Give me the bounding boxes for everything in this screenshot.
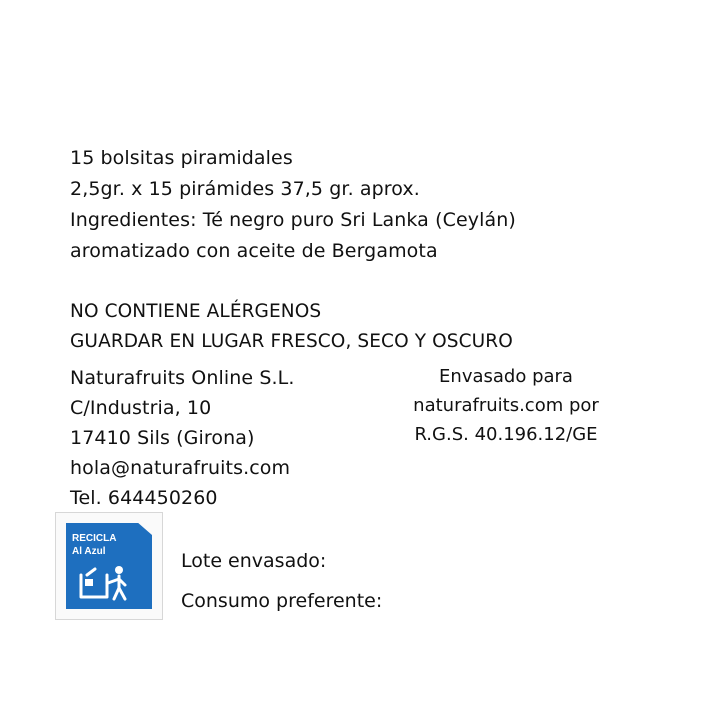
product-weight: 2,5gr. x 15 pirámides 37,5 gr. aprox.: [70, 178, 420, 200]
product-ingredients-continued: aromatizado con aceite de Bergamota: [70, 240, 438, 262]
recycle-blue-logo: [55, 512, 163, 620]
company-email: hola@naturafruits.com: [70, 457, 291, 479]
allergen-warning: NO CONTIENE ALÉRGENOS: [70, 301, 322, 322]
company-phone: Tel. 644450260: [70, 487, 218, 509]
product-quantity: 15 bolsitas piramidales: [70, 147, 293, 169]
product-ingredients: Ingredientes: Té negro puro Sri Lanka (Ceylán): [70, 209, 516, 231]
recycle-blue-bin-icon: [75, 561, 145, 603]
company-street: C/Industria, 10: [70, 397, 212, 419]
recycle-logo-title: RECICLA: [72, 533, 117, 544]
recycle-logo-subtitle: Al Azul: [72, 546, 106, 557]
company-name: Naturafruits Online S.L.: [70, 367, 295, 389]
storage-warning: GUARDAR EN LUGAR FRESCO, SECO Y OSCURO: [70, 331, 513, 352]
packaging-registry: R.G.S. 40.196.12/GE: [414, 424, 598, 445]
company-city: 17410 Sils (Girona): [70, 427, 255, 449]
packaging-line-2: naturafruits.com por: [413, 395, 599, 416]
lot-label: Lote envasado:: [181, 550, 327, 572]
best-before-label: Consumo preferente:: [181, 590, 383, 612]
packaging-line-1: Envasado para: [439, 366, 573, 387]
